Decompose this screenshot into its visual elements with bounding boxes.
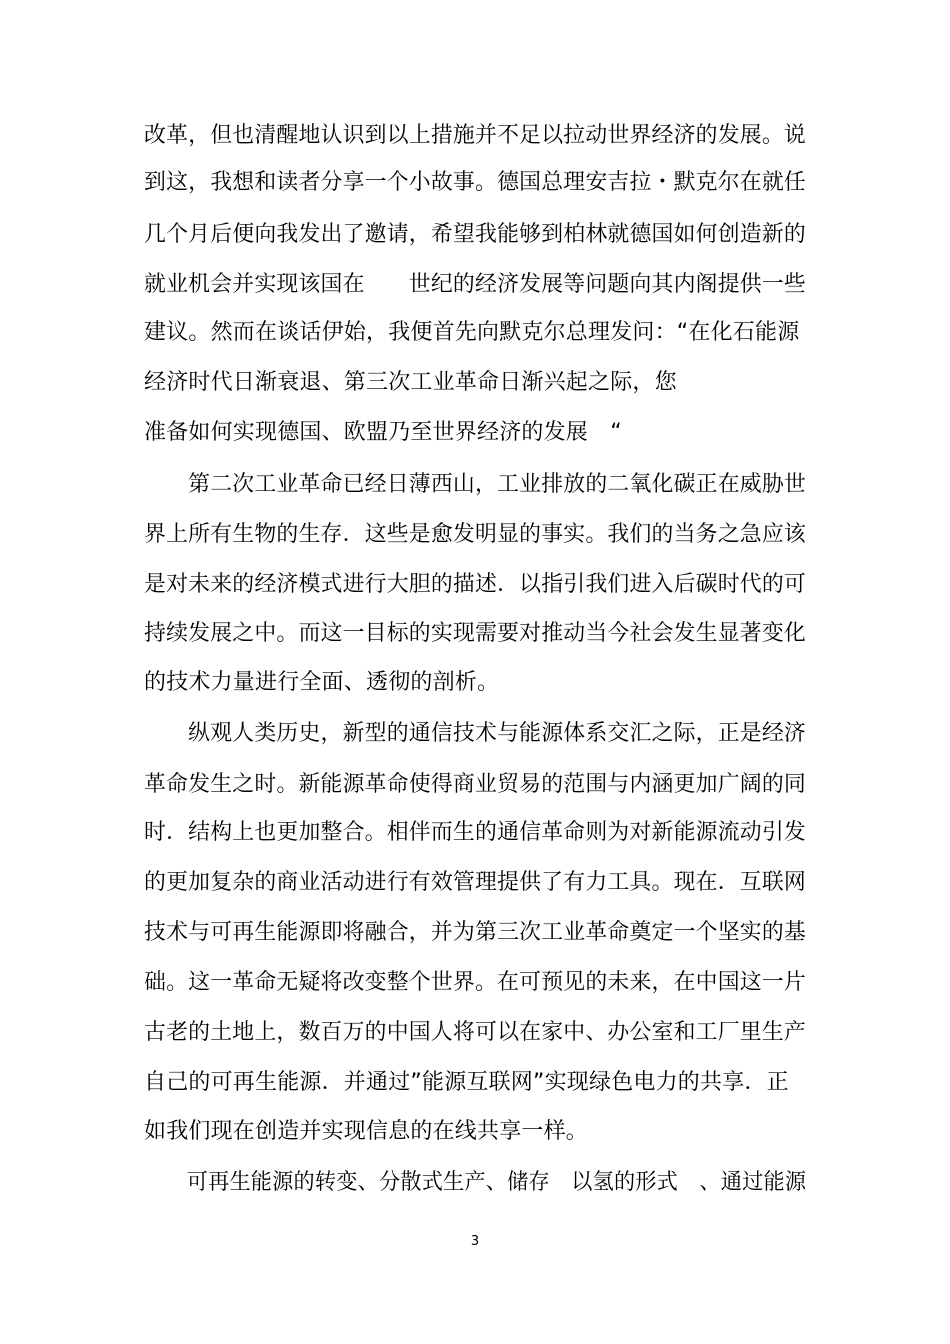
body-line: 革命发生之时。新能源革命使得商业贸易的范围与内涵更加广阔的同 [144, 772, 807, 797]
body-line: 到这，我想和读者分享一个小故事。德国总理安吉拉・默克尔在就任 [144, 170, 807, 195]
body-line: 技术与可再生能源即将融合，并为第三次工业革命奠定一个坚实的基 [144, 920, 807, 945]
body-line: 础。这一革命无疑将改变整个世界。在可预见的未来，在中国这一片 [144, 970, 807, 995]
body-line: 的更加复杂的商业活动进行有效管理提供了有力工具。现在．互联网 [144, 870, 807, 895]
body-line: 改革，但也清醒地认识到以上措施并不足以拉动世界经济的发展。说 [144, 123, 807, 148]
body-line: 界上所有生物的生存．这些是愈发明显的事实。我们的当务之急应该 [144, 522, 807, 547]
body-line: 准备如何实现德国、欧盟乃至世界经济的发展 “ [144, 420, 622, 445]
body-line: 古老的土地上，数百万的中国人将可以在家中、办公室和工厂里生产 [144, 1020, 807, 1045]
body-line: 第二次工业革命已经日薄西山，工业排放的二氧化碳正在威胁世 [144, 472, 807, 497]
body-line: 时．结构上也更加整合。相伴而生的通信革命则为对新能源流动引发 [144, 820, 807, 845]
page-number: 3 [470, 1234, 480, 1249]
body-line: 就业机会并实现该国在 世纪的经济发展等问题向其内阁提供一些 [144, 272, 807, 297]
body-line: 是对未来的经济模式进行大胆的描述．以指引我们进入后碳时代的可 [144, 572, 807, 597]
body-line: 如我们现在创造并实现信息的在线共享一样。 [144, 1119, 589, 1144]
body-line: 经济时代日渐衰退、第三次工业革命日渐兴起之际，您 [144, 370, 677, 395]
body-line: 持续发展之中。而这一目标的实现需要对推动当今社会发生显著变化 [144, 621, 807, 646]
body-line: 可再生能源的转变、分散式生产、储存 以氢的形式 、通过能源 [144, 1170, 807, 1195]
body-line: 几个月后便向我发出了邀请，希望我能够到柏林就德国如何创造新的 [144, 222, 807, 247]
body-line: 的技术力量进行全面、透彻的剖析。 [144, 670, 500, 695]
body-line: 纵观人类历史，新型的通信技术与能源体系交汇之际，正是经济 [144, 721, 807, 746]
body-line: 自己的可再生能源．并通过”能源互联网”实现绿色电力的共享．正 [144, 1070, 789, 1095]
body-line: 建议。然而在谈话伊始，我便首先向默克尔总理发问：“在化石能源 [144, 320, 800, 345]
